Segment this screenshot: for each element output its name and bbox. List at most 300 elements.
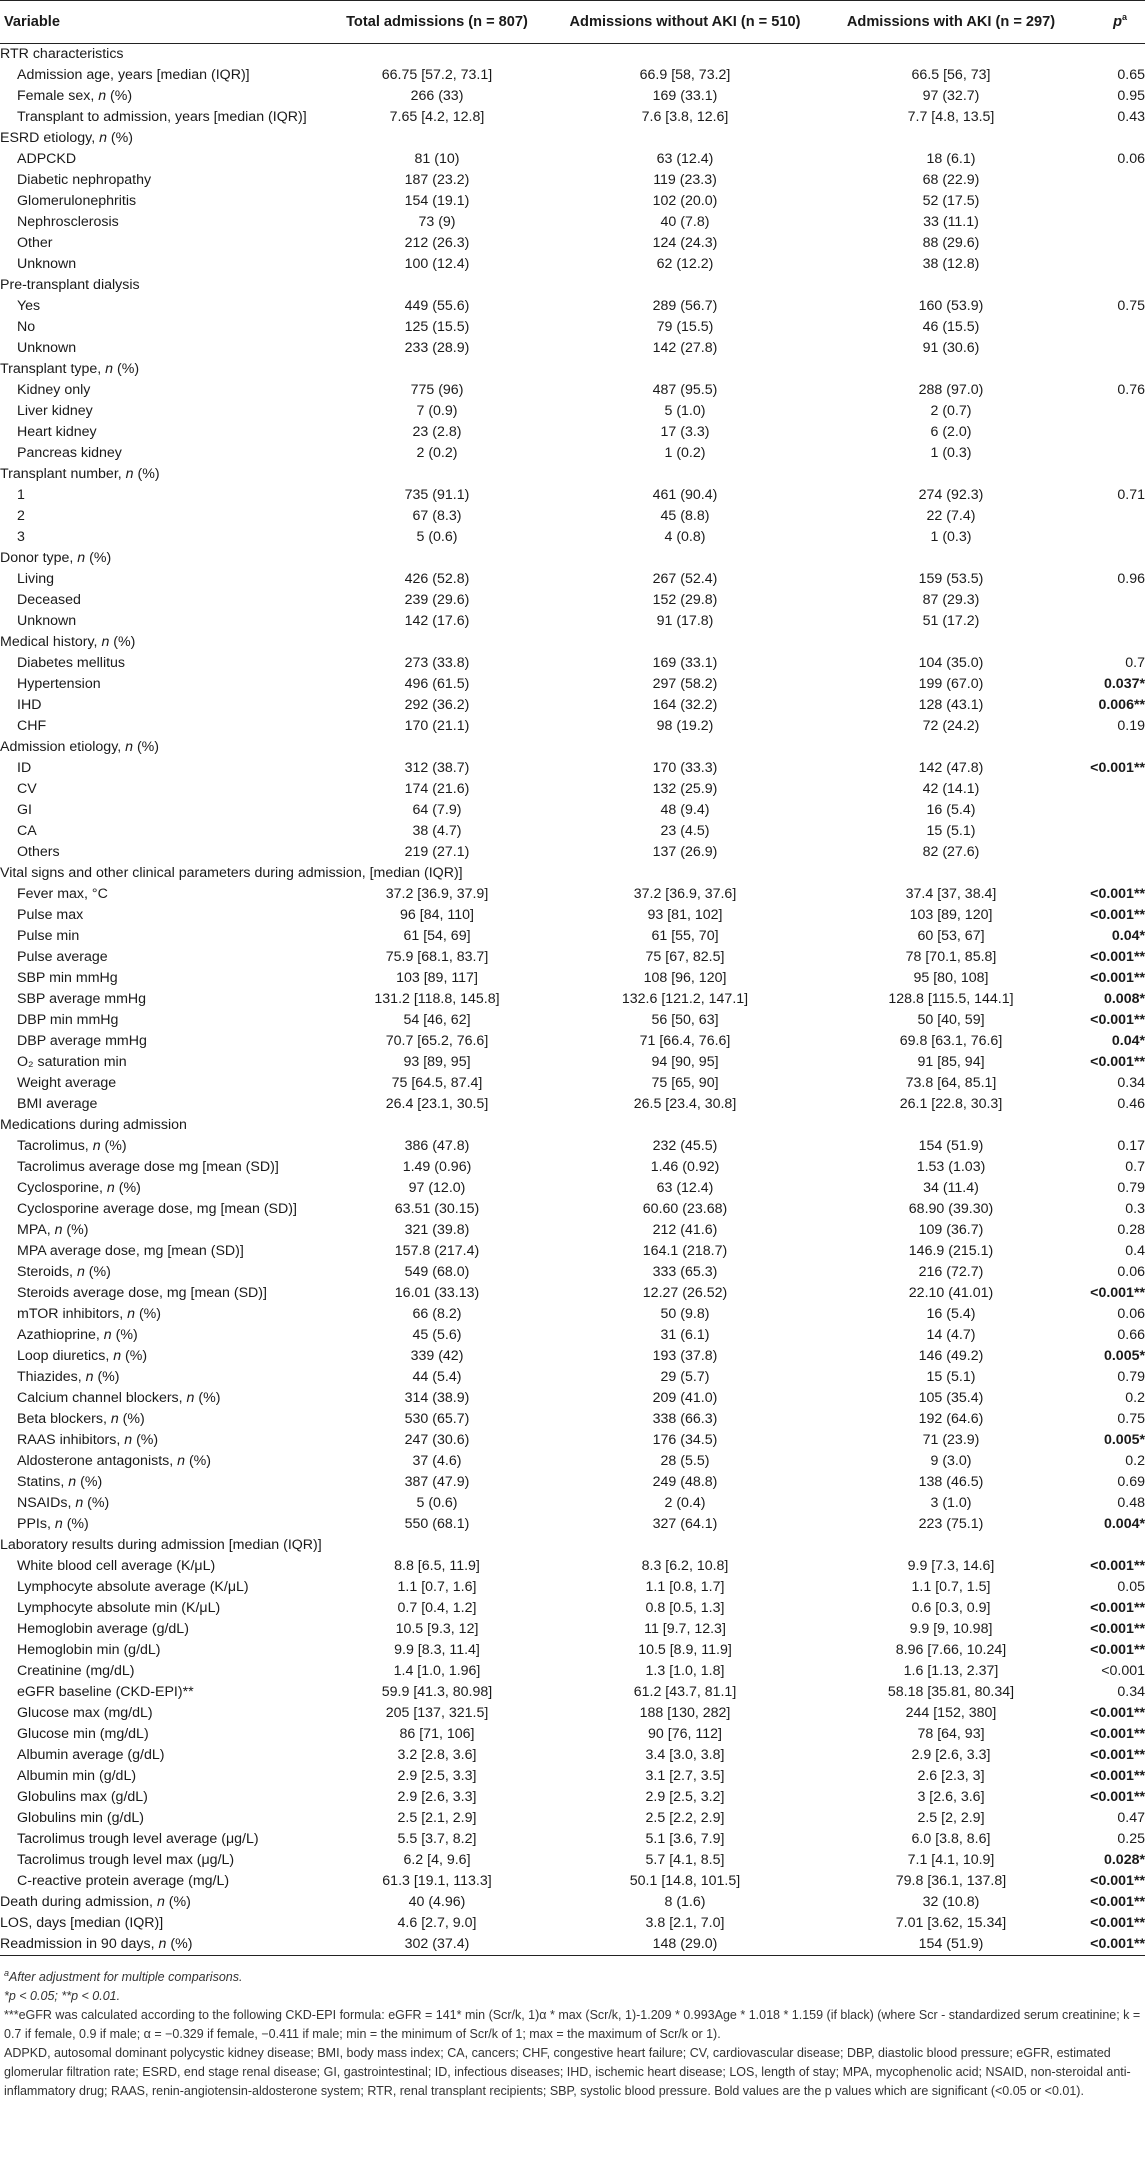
cell-without-aki: 232 (45.5) [652, 1138, 718, 1154]
table-row [0, 1199, 1145, 1220]
cell-with-aki: 15 (5.1) [926, 823, 976, 839]
table-row [0, 149, 1145, 170]
cell-with-aki: 2 (0.7) [930, 403, 972, 419]
cell-with-aki: 22.10 (41.01) [908, 1285, 994, 1301]
cell-without-aki: 63 (12.4) [656, 151, 714, 167]
cell-total: 273 (33.8) [404, 655, 470, 671]
cell-with-aki: 192 (64.6) [918, 1411, 984, 1427]
cell-p-value: 0.06 [1117, 1306, 1145, 1322]
cell-p-value: <0.001 [1101, 1663, 1145, 1679]
table-row [0, 716, 1145, 737]
cell-without-aki: 164.1 (218.7) [642, 1243, 728, 1259]
cell-total: 157.8 (217.4) [394, 1243, 480, 1259]
cell-total: 5 (0.6) [416, 529, 458, 545]
cell-total: 386 (47.8) [404, 1138, 470, 1154]
cell-p-value: 0.004* [1103, 1516, 1145, 1532]
cell-with-aki: 42 (14.1) [922, 781, 980, 797]
table-row [0, 1052, 1145, 1073]
cell-with-aki: 38 (12.8) [922, 256, 980, 272]
cell-p-value: 0.79 [1117, 1180, 1145, 1196]
cell-total: 6.2 [4, 9.6] [403, 1852, 471, 1868]
cell-total: 8.8 [6.5, 11.9] [394, 1558, 480, 1574]
row-label: SBP min mmHg [17, 970, 118, 986]
header-variable: Variable [0, 1, 326, 44]
cell-total: 125 (15.5) [404, 319, 470, 335]
cell-with-aki: 69.8 [63.1, 76.6] [899, 1033, 1003, 1049]
row-label: CHF [17, 718, 47, 734]
row-label: Cyclosporine average dose, mg [mean (SD)] [17, 1201, 297, 1217]
cell-without-aki: 108 [96, 120] [643, 970, 727, 986]
cell-with-aki: 16 (5.4) [926, 1306, 976, 1322]
cell-p-value: 0.06 [1117, 1264, 1145, 1280]
table-row [0, 1514, 1145, 1535]
cell-total: 70.7 [65.2, 76.6] [385, 1033, 489, 1049]
cell-total: 64 (7.9) [412, 802, 462, 818]
row-label: Hemoglobin min (g/dL) [17, 1642, 161, 1658]
cell-without-aki: 8 (1.6) [664, 1894, 706, 1910]
cell-with-aki: 3 [2.6, 3.6] [917, 1789, 985, 1805]
row-label: BMI average [17, 1096, 98, 1112]
table-row [0, 1010, 1145, 1031]
row-label: ADPCKD [17, 151, 77, 167]
cell-total: 142 (17.6) [404, 613, 470, 629]
table-row [0, 1640, 1145, 1661]
cell-without-aki: 2.9 [2.5, 3.2] [645, 1789, 725, 1805]
row-label: Diabetic nephropathy [17, 172, 152, 188]
cell-without-aki: 1.3 [1.0, 1.8] [645, 1663, 725, 1679]
table-row [0, 485, 1145, 506]
cell-p-value: 0.76 [1117, 382, 1145, 398]
row-label: Tacrolimus trough level max (μg/L) [17, 1852, 235, 1868]
cell-total: 93 [89, 95] [403, 1054, 471, 1070]
row-label: Unknown [17, 340, 77, 356]
cell-without-aki: 3.4 [3.0, 3.8] [645, 1747, 725, 1763]
cell-total: 96 [84, 110] [400, 907, 474, 923]
cell-without-aki: 137 (26.9) [652, 844, 718, 860]
cell-total: 45 (5.6) [412, 1327, 462, 1343]
cell-total: 7.65 [4.2, 12.8] [389, 109, 485, 125]
cell-total: 314 (38.9) [404, 1390, 470, 1406]
cell-with-aki: 18 (6.1) [926, 151, 976, 167]
cell-total: 2.5 [2.1, 2.9] [397, 1810, 477, 1826]
cell-without-aki: 60.60 (23.68) [642, 1201, 728, 1217]
cell-with-aki: 223 (75.1) [918, 1516, 984, 1532]
row-label: Other [17, 235, 53, 251]
cell-total: 154 (19.1) [404, 193, 470, 209]
header-total: Total admissions (n = 807) [326, 1, 548, 44]
cell-total: 4.6 [2.7, 9.0] [397, 1915, 477, 1931]
cell-p-value: <0.001** [1090, 1726, 1145, 1742]
cell-total: 496 (61.5) [404, 676, 470, 692]
table-row [0, 1871, 1145, 1892]
cell-with-aki: 6.0 [3.8, 8.6] [911, 1831, 991, 1847]
table-row [0, 1493, 1145, 1514]
cell-without-aki: 124 (24.3) [652, 235, 718, 251]
row-label: Liver kidney [17, 403, 93, 419]
cell-with-aki: 33 (11.1) [923, 214, 979, 230]
row-label: Death during admission, n (%) [0, 1894, 191, 1910]
cell-total: 1.49 (0.96) [402, 1159, 472, 1175]
table-row [0, 989, 1145, 1010]
cell-total: 233 (28.9) [404, 340, 470, 356]
row-label: Living [17, 571, 55, 587]
row-label: Unknown [17, 613, 77, 629]
row-label: NSAIDs, n (%) [17, 1495, 110, 1511]
cell-p-value: 0.75 [1117, 1411, 1145, 1427]
table-row [0, 1283, 1145, 1304]
cell-without-aki: 45 (8.8) [660, 508, 710, 524]
cell-p-value [1080, 233, 1145, 254]
table-row [0, 1472, 1145, 1493]
cell-p-value [1080, 401, 1145, 422]
cell-total: 775 (96) [410, 382, 464, 398]
cell-total: 61.3 [19.1, 113.3] [382, 1873, 492, 1889]
cell-total: 387 (47.9) [404, 1474, 470, 1490]
cell-p-value: 0.005* [1103, 1348, 1145, 1364]
cell-p-value: <0.001** [1090, 1768, 1145, 1784]
cell-without-aki: 1.46 (0.92) [650, 1159, 720, 1175]
cell-total: 86 [71, 106] [399, 1726, 475, 1742]
table-row [0, 1577, 1145, 1598]
cell-with-aki: 2.6 [2.3, 3] [917, 1768, 985, 1784]
cell-total: 212 (26.3) [404, 235, 470, 251]
cell-without-aki: 11 [9.7, 12.3] [644, 1621, 726, 1637]
section-label: Donor type, n (%) [0, 550, 112, 566]
row-label: CA [17, 823, 37, 839]
cell-with-aki: 79.8 [36.1, 137.8] [895, 1873, 1007, 1889]
cell-total: 205 [137, 321.5] [385, 1705, 489, 1721]
table-row [0, 65, 1145, 86]
table-row [0, 1850, 1145, 1871]
cell-with-aki: 9.9 [9, 10.98] [909, 1621, 993, 1637]
cell-without-aki: 1 (0.2) [664, 445, 706, 461]
cell-without-aki: 152 (29.8) [652, 592, 718, 608]
cell-p-value: 0.34 [1117, 1684, 1145, 1700]
cell-total: 247 (30.6) [404, 1432, 470, 1448]
cell-p-value [1080, 443, 1145, 464]
cell-without-aki: 94 [90, 95] [651, 1054, 719, 1070]
cell-p-value: <0.001** [1090, 907, 1145, 923]
row-label: Cyclosporine, n (%) [17, 1180, 141, 1196]
row-label: SBP average mmHg [17, 991, 147, 1007]
cell-without-aki: 188 [130, 282] [639, 1705, 731, 1721]
cell-with-aki: 68 (22.9) [922, 172, 980, 188]
cell-total: 266 (33) [410, 88, 464, 104]
cell-p-value: 0.04* [1111, 1033, 1145, 1049]
section-label: Pre-transplant dialysis [0, 277, 140, 293]
table-row [0, 1388, 1145, 1409]
cell-p-value: <0.001** [1090, 886, 1145, 902]
section-row [0, 275, 1145, 296]
cell-with-aki: 22 (7.4) [926, 508, 976, 524]
cell-total: 61 [54, 69] [403, 928, 471, 944]
cell-total: 9.9 [8.3, 11.4] [394, 1642, 480, 1658]
table-row [0, 380, 1145, 401]
cell-total: 66 (8.2) [412, 1306, 462, 1322]
cell-without-aki: 176 (34.5) [652, 1432, 718, 1448]
cell-total: 2 (0.2) [416, 445, 458, 461]
cell-total: 37 (4.6) [412, 1453, 462, 1469]
header-with-aki: Admissions with AKI (n = 297) [822, 1, 1080, 44]
cell-total: 54 [46, 62] [403, 1012, 471, 1028]
row-label: 3 [17, 529, 25, 545]
row-label: Pulse average [17, 949, 108, 965]
cell-p-value [1080, 611, 1145, 632]
row-label: Calcium channel blockers, n (%) [17, 1390, 221, 1406]
cell-total: 5.5 [3.7, 8.2] [397, 1831, 477, 1847]
table-row [0, 842, 1145, 863]
table-row [0, 1241, 1145, 1262]
table-row [0, 1934, 1145, 1956]
cell-with-aki: 154 (51.9) [822, 1934, 1080, 1956]
cell-total: 73 (9) [418, 214, 456, 230]
cell-p-value [1080, 338, 1145, 359]
cell-total: 426 (52.8) [404, 571, 470, 587]
cell-p-value: <0.001** [1090, 1789, 1145, 1805]
cell-with-aki: 58.18 [35.81, 80.34] [887, 1684, 1015, 1700]
cell-without-aki: 28 (5.5) [660, 1453, 710, 1469]
table-row [0, 569, 1145, 590]
cell-p-value: 0.005* [1103, 1432, 1145, 1448]
cell-p-value: <0.001** [1090, 970, 1145, 986]
row-label: White blood cell average (K/μL) [17, 1558, 216, 1574]
row-label: Transplant to admission, years [median (IQR)] [17, 109, 307, 125]
cell-without-aki: 3.1 [2.7, 3.5] [645, 1768, 725, 1784]
table-row [0, 1220, 1145, 1241]
row-label: RAAS inhibitors, n (%) [17, 1432, 159, 1448]
table-footnotes [0, 1956, 1145, 2101]
cell-total: 550 (68.1) [404, 1516, 470, 1532]
row-label: Albumin min (g/dL) [17, 1768, 137, 1784]
table-row [0, 821, 1145, 842]
cell-p-value: 0.3 [1125, 1201, 1145, 1217]
table-row [0, 758, 1145, 779]
cell-total: 10.5 [9.3, 12] [395, 1621, 479, 1637]
cell-without-aki: 62 (12.2) [656, 256, 714, 272]
table-row [0, 800, 1145, 821]
cell-total: 38 (4.7) [412, 823, 462, 839]
footnote-adjustment [4, 1968, 1141, 1987]
cell-without-aki: 132 (25.9) [652, 781, 718, 797]
section-label: Laboratory results during admission [median (IQR)] [0, 1537, 322, 1553]
cell-with-aki: 1.53 (1.03) [916, 1159, 986, 1175]
cell-without-aki: 5 (1.0) [664, 403, 706, 419]
cell-with-aki: 1.6 [1.13, 2.37] [903, 1663, 999, 1679]
cell-with-aki: 32 (10.8) [922, 1894, 980, 1910]
row-label: GI [17, 802, 32, 818]
cell-with-aki: 128 (43.1) [918, 697, 984, 713]
cell-total: 23 (2.8) [412, 424, 462, 440]
cell-with-aki: 8.96 [7.66, 10.24] [895, 1642, 1007, 1658]
section-label: Transplant type, n (%) [0, 361, 140, 377]
cell-p-value: 0.19 [1117, 718, 1145, 734]
table-row [0, 590, 1145, 611]
cell-p-value: <0.001** [1090, 1747, 1145, 1763]
table-row [0, 338, 1145, 359]
cell-total: 187 (23.2) [404, 172, 470, 188]
cell-with-aki: 71 (23.9) [922, 1432, 980, 1448]
cell-with-aki: 103 [89, 120] [909, 907, 993, 923]
cell-without-aki: 0.8 [0.5, 1.3] [645, 1600, 725, 1616]
cell-with-aki: 104 (35.0) [918, 655, 984, 671]
table-row [0, 170, 1145, 191]
cell-total: 321 (39.8) [404, 1222, 470, 1238]
section-label: Admission etiology, n (%) [0, 739, 160, 755]
section-row [0, 359, 1145, 380]
cell-with-aki: 78 [70.1, 85.8] [905, 949, 997, 965]
cell-total: 100 (12.4) [404, 256, 470, 272]
cell-with-aki: 105 (35.4) [918, 1390, 984, 1406]
cell-with-aki: 95 [80, 108] [913, 970, 989, 986]
row-label: Heart kidney [17, 424, 97, 440]
cell-without-aki: 297 (58.2) [652, 676, 718, 692]
cell-p-value: <0.001** [1090, 1558, 1145, 1574]
cell-total: 312 (38.7) [404, 760, 470, 776]
cell-with-aki: 216 (72.7) [918, 1264, 984, 1280]
row-label: O₂ saturation min [17, 1054, 127, 1070]
cell-with-aki: 91 (30.6) [922, 340, 980, 356]
cell-p-value: 0.48 [1117, 1495, 1145, 1511]
table-row [0, 1766, 1145, 1787]
cell-p-value [1080, 317, 1145, 338]
header-p-value [1080, 1, 1145, 44]
cell-total: 7 (0.9) [416, 403, 458, 419]
table-row [0, 1136, 1145, 1157]
cell-total: 339 (42) [410, 1348, 464, 1364]
cell-without-aki: 48 (9.4) [660, 802, 710, 818]
cell-with-aki: 274 (92.3) [918, 487, 984, 503]
table-row [0, 233, 1145, 254]
cell-without-aki: 79 (15.5) [656, 319, 714, 335]
cell-without-aki: 164 (32.2) [652, 697, 718, 713]
cell-total: 40 (4.96) [408, 1894, 466, 1910]
table-row [0, 1829, 1145, 1850]
row-label: MPA average dose, mg [mean (SD)] [17, 1243, 244, 1259]
row-label: Readmission in 90 days, n (%) [0, 1934, 326, 1956]
row-label: Others [17, 844, 60, 860]
row-label: Steroids average dose, mg [mean (SD)] [17, 1285, 267, 1301]
cell-without-aki: 17 (3.3) [660, 424, 710, 440]
cell-with-aki: 1.1 [0.7, 1.5] [911, 1579, 991, 1595]
cell-without-aki: 170 (33.3) [652, 760, 718, 776]
section-row [0, 128, 1145, 149]
cell-without-aki: 71 [66.4, 76.6] [639, 1033, 731, 1049]
row-label: Loop diuretics, n (%) [17, 1348, 148, 1364]
section-row [0, 548, 1145, 569]
row-label: Deceased [17, 592, 81, 608]
cell-p-value [1080, 212, 1145, 233]
cell-without-aki: 209 (41.0) [652, 1390, 718, 1406]
cell-p-value: 0.46 [1117, 1096, 1145, 1112]
cell-with-aki: 88 (29.6) [922, 235, 980, 251]
cell-without-aki: 61.2 [43.7, 81.1] [633, 1684, 737, 1700]
cell-without-aki: 249 (48.8) [652, 1474, 718, 1490]
cell-total: 174 (21.6) [404, 781, 470, 797]
row-label: Beta blockers, n (%) [17, 1411, 145, 1427]
cell-without-aki: 338 (66.3) [652, 1411, 718, 1427]
cell-without-aki: 461 (90.4) [652, 487, 718, 503]
cell-total: 2.9 [2.5, 3.3] [397, 1768, 477, 1784]
row-label: Lymphocyte absolute average (K/μL) [17, 1579, 249, 1595]
cell-p-value: <0.001** [1090, 949, 1145, 965]
table-row [0, 1430, 1145, 1451]
table-row [0, 1598, 1145, 1619]
cell-with-aki: 91 [85, 94] [917, 1054, 985, 1070]
cell-p-value [1080, 527, 1145, 548]
cell-with-aki: 14 (4.7) [926, 1327, 976, 1343]
cell-p-value [1080, 842, 1145, 863]
cell-p-value: <0.001** [1090, 760, 1145, 776]
cell-total: 0.7 [0.4, 1.2] [397, 1600, 477, 1616]
cell-with-aki: 142 (47.8) [918, 760, 984, 776]
table-row [0, 1808, 1145, 1829]
cell-without-aki: 40 (7.8) [660, 214, 710, 230]
cell-without-aki: 26.5 [23.4, 30.8] [633, 1096, 737, 1112]
footnote-adjustment-mark: a [4, 1967, 10, 1978]
footnote-adjustment-text: After adjustment for multiple comparisons. [9, 1970, 243, 1984]
cell-p-value: 0.05 [1117, 1579, 1145, 1595]
cell-p-value: 0.71 [1117, 487, 1145, 503]
cell-total: 1.1 [0.7, 1.6] [397, 1579, 477, 1595]
section-label: RTR characteristics [0, 46, 124, 62]
cell-without-aki: 333 (65.3) [652, 1264, 718, 1280]
cell-p-value: 0.96 [1117, 571, 1145, 587]
cell-p-value [1080, 779, 1145, 800]
cell-p-value [1080, 191, 1145, 212]
footnote-abbreviations: ADPKD, autosomal dominant polycystic kidney disease; BMI, body mass index; CA, cancers; CHF, congestive heart failure; CV, cardiovascular disease; DBP, diastolic blood pressure; eGFR, estimated glomerular filtration rate; ESRD, end stage renal disease; GI, gastrointestinal; ID, infectious diseases; IHD, ischemic heart disease; LOS, length of stay; MPA, mycophenolic acid; NSAID, non-steroidal anti-inflammatory drug; RAAS, renin-angiotensin-aldosterone system; RTR, renal transplant recipients; SBP, systolic blood pressure. Bold values are the p values which are significant (<0.05 or <0.01). [4, 2046, 1131, 2098]
row-label: Admission age, years [median (IQR)] [17, 67, 250, 83]
row-label: Hemoglobin average (g/dL) [17, 1621, 189, 1637]
table-row [0, 1892, 1145, 1913]
table-row [0, 1703, 1145, 1724]
cell-total: 292 (36.2) [404, 697, 470, 713]
table-row [0, 1325, 1145, 1346]
table-row [0, 1346, 1145, 1367]
section-row [0, 737, 1145, 758]
table-row [0, 1787, 1145, 1808]
row-label: Albumin average (g/dL) [17, 1747, 165, 1763]
row-label: CV [17, 781, 37, 797]
cell-with-aki: 1 (0.3) [930, 445, 972, 461]
row-label: IHD [17, 697, 42, 713]
table-row [0, 506, 1145, 527]
table-row [0, 1913, 1145, 1934]
cell-without-aki: 75 [65, 90] [651, 1075, 719, 1091]
cell-total: 63.51 (30.15) [394, 1201, 480, 1217]
row-label: Diabetes mellitus [17, 655, 126, 671]
cell-without-aki: 102 (20.0) [652, 193, 718, 209]
cell-without-aki: 50 (9.8) [660, 1306, 710, 1322]
cell-total: 37.2 [36.9, 37.9] [385, 886, 489, 902]
table-row [0, 107, 1145, 128]
cell-with-aki: 50 [40, 59] [917, 1012, 985, 1028]
cell-with-aki: 7.01 [3.62, 15.34] [895, 1915, 1007, 1931]
cell-total: 75.9 [68.1, 83.7] [385, 949, 489, 965]
cell-without-aki: 7.6 [3.8, 12.6] [641, 109, 729, 125]
table-row [0, 653, 1145, 674]
cell-p-value: <0.001** [1090, 1621, 1145, 1637]
cell-without-aki: 289 (56.7) [652, 298, 718, 314]
row-label: Pulse min [17, 928, 80, 944]
cell-with-aki: 51 (17.2) [922, 613, 980, 629]
cell-p-value: 0.66 [1117, 1327, 1145, 1343]
row-label: 2 [17, 508, 25, 524]
cell-total: 75 [64.5, 87.4] [391, 1075, 483, 1091]
row-label: Azathioprine, n (%) [17, 1327, 138, 1343]
row-label: eGFR baseline (CKD-EPI)** [17, 1684, 194, 1700]
row-label: Unknown [17, 256, 77, 272]
cell-without-aki: 61 [55, 70] [651, 928, 719, 944]
